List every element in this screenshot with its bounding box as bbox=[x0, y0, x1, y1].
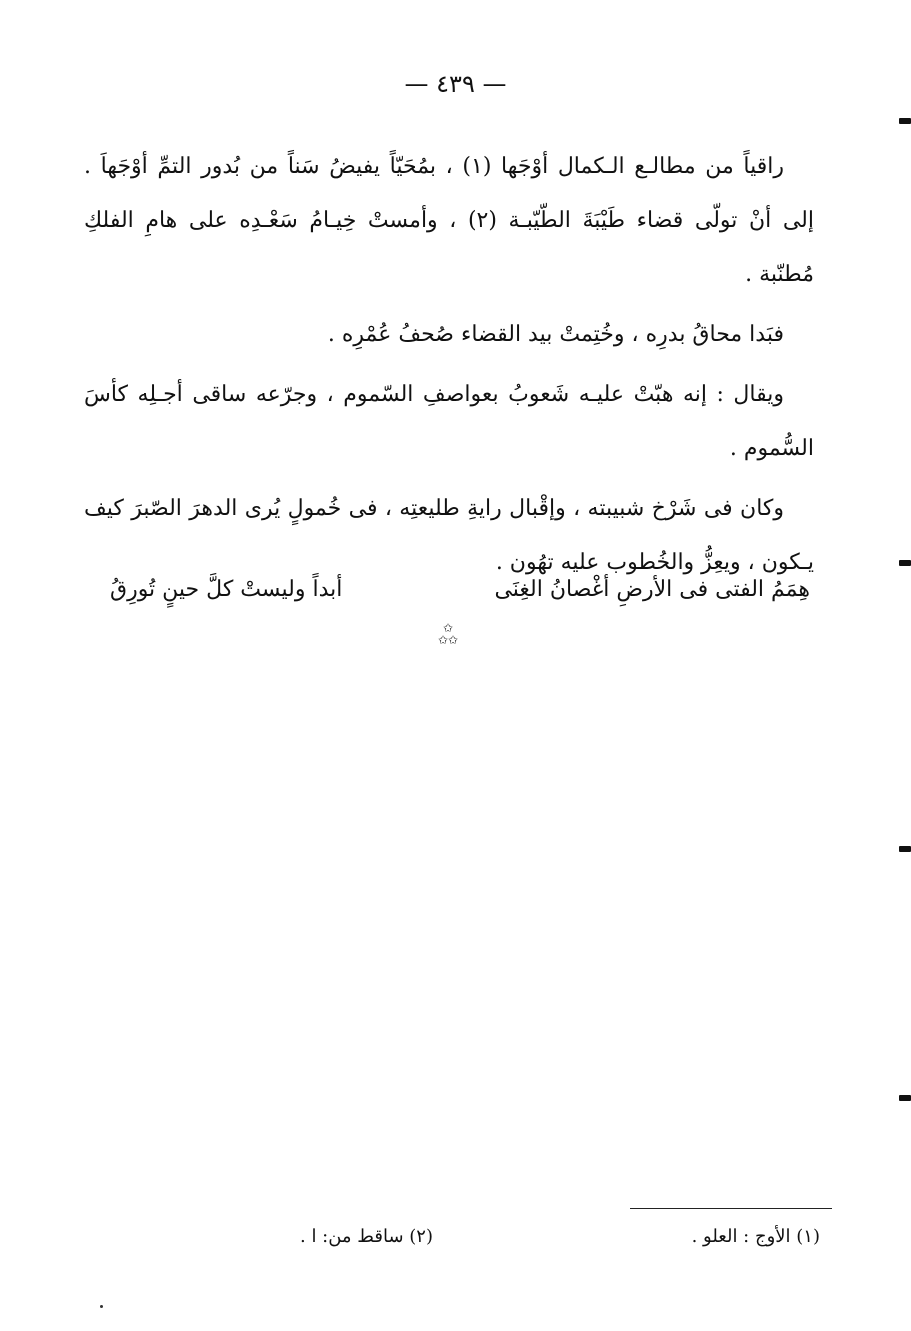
paragraph: راقياً من مطالـع الـكمال أوْجَها (١) ، بمُحَيّاً يفيضُ سَناً من بُدور التمِّ أوْجَهاَ . إلى أنْ تولّى قضاء طَيْبَةَ الطّيّبـة (٢) ، وأمستْ خِيـامُ سَعْـدِه على هامِ الفلكِ مُطنّبة . bbox=[84, 154, 814, 287]
star-ornament-icon: ✩ ✩✩ bbox=[437, 621, 459, 647]
page-number: — ٤٣٩ — bbox=[404, 70, 507, 98]
poetry-verse bbox=[110, 570, 810, 610]
footnote-2: (٢) ساقط من: ا . bbox=[300, 1226, 433, 1247]
verse-second-hemistich: أبداً وليستْ كلَّ حينٍ تُورِقُ bbox=[110, 577, 343, 602]
scan-speck bbox=[100, 1305, 103, 1308]
paragraph: وكان فى شَرْخ شبيبته ، وإقْبال رايةِ طليعتِه ، فى خُمولٍ يُرى الدهرَ الصّبرَ كيف يـكون ، ويعِزُّ والخُطوب عليه تهُون . bbox=[84, 496, 814, 575]
footnote-1: (١) الأوج : العلو . bbox=[691, 1226, 820, 1247]
margin-mark bbox=[899, 1095, 911, 1101]
footnote-divider bbox=[630, 1208, 832, 1209]
footnotes bbox=[300, 1222, 820, 1252]
margin-mark bbox=[899, 846, 911, 852]
verse-first-hemistich: هِمَمُ الفتى فى الأرضِ أغْصانُ الغِنَى bbox=[494, 577, 810, 602]
margin-mark bbox=[899, 560, 911, 566]
paragraph: فبَدا محاقُ بدرِه ، وخُتِمتْ بيد القضاء صُحفُ عُمْرِه . bbox=[327, 322, 784, 347]
paragraph: ويقال : إنه هبّتْ عليـه شَعوبُ بعواصفِ السّموم ، وجرّعه ساقى أجـلِه كأسَ السُّموم . bbox=[84, 382, 814, 461]
margin-mark bbox=[899, 118, 911, 124]
main-text bbox=[84, 140, 814, 590]
